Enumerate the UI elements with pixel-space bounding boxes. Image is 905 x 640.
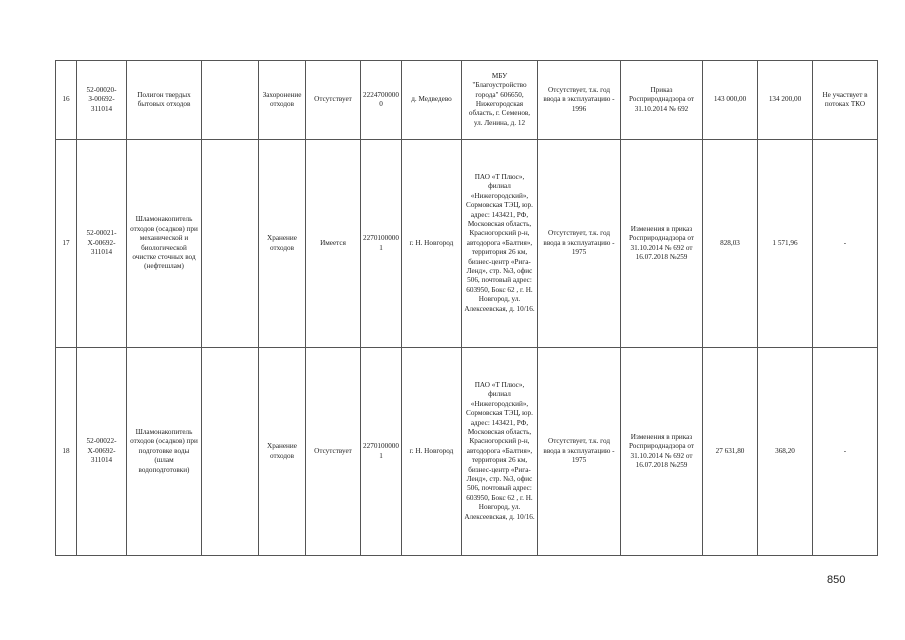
table-row bbox=[56, 140, 878, 348]
registration-order: Изменения в приказ Росприроднадзора от 31.10.2014 № 692 от 16.07.2018 №259 bbox=[621, 140, 703, 348]
oktmo-code: 22701000001 bbox=[361, 348, 402, 556]
facility-location: г. Н. Новгород bbox=[402, 140, 462, 348]
table-row bbox=[56, 61, 878, 140]
commissioning-info: Отсутствует, т.к. год ввода в эксплуатацию - 1996 bbox=[538, 61, 621, 140]
design-capacity: 27 631,80 bbox=[703, 348, 758, 556]
oktmo-code: 22247000000 bbox=[361, 61, 402, 140]
accumulated-volume: 1 571,96 bbox=[758, 140, 813, 348]
row-number: 18 bbox=[56, 348, 77, 556]
row-number: 16 bbox=[56, 61, 77, 140]
registration-order: Изменения в приказ Росприроднадзора от 31.10.2014 № 692 от 16.07.2018 №259 bbox=[621, 348, 703, 556]
facility-purpose: Хранение отходов bbox=[259, 140, 306, 348]
license-status: Отсутствует bbox=[306, 61, 361, 140]
facility-code: 52-00020-З-00692-311014 bbox=[77, 61, 127, 140]
operator-info: ПАО «Т Плюс», филиал «Нижегородский», Сормовская ТЭЦ, юр. адрес: 143421, РФ, Московская область, Красногорский р-н, автодорога «Балтия», территория 26 км, бизнес-центр «Рига-Ленд», стр. №3, офис 506, почтовый адрес: 603950, Бокс 62 , г. Н. Новгород, ул. Алексеевская, д. 10/16. bbox=[462, 140, 538, 348]
operator-info: ПАО «Т Плюс», филиал «Нижегородский», Сормовская ТЭЦ, юр. адрес: 143421, РФ, Московская область, Красногорский р-н, автодорога «Балтия», территория 26 км, бизнес-центр «Рига-Ленд», стр. №3, офис 506, почтовый адрес: 603950, Бокс 62 , г. Н. Новгород, ул. Алексеевская, д. 10/16. bbox=[462, 348, 538, 556]
facility-name: Шламонакопитель отходов (осадков) при механической и биологической очистке сточных вод (нефтешлам) bbox=[127, 140, 202, 348]
empty-cell bbox=[202, 61, 259, 140]
commissioning-info: Отсутствует, т.к. год ввода в эксплуатацию - 1975 bbox=[538, 348, 621, 556]
tko-participation: Не участвует в потоках ТКО bbox=[813, 61, 878, 140]
registration-order: Приказ Росприроднадзора от 31.10.2014 № 692 bbox=[621, 61, 703, 140]
empty-cell bbox=[202, 140, 259, 348]
facility-name: Шламонакопитель отходов (осадков) при подготовке воды (шлам водоподготовки) bbox=[127, 348, 202, 556]
empty-cell bbox=[202, 348, 259, 556]
waste-facilities-table bbox=[55, 60, 878, 556]
accumulated-volume: 368,20 bbox=[758, 348, 813, 556]
accumulated-volume: 134 200,00 bbox=[758, 61, 813, 140]
page-number: 850 bbox=[827, 574, 846, 586]
facility-location: д. Медведево bbox=[402, 61, 462, 140]
tko-participation: - bbox=[813, 140, 878, 348]
facility-purpose: Хранение отходов bbox=[259, 348, 306, 556]
row-number: 17 bbox=[56, 140, 77, 348]
operator-info: МБУ "Благоустройство города" 606650, Нижегородская область, г. Семенов, ул. Ленина, д. 12 bbox=[462, 61, 538, 140]
tko-participation: - bbox=[813, 348, 878, 556]
facility-name: Полигон твердых бытовых отходов bbox=[127, 61, 202, 140]
table-row bbox=[56, 348, 878, 556]
design-capacity: 143 000,00 bbox=[703, 61, 758, 140]
commissioning-info: Отсутствует, т.к. год ввода в эксплуатацию - 1975 bbox=[538, 140, 621, 348]
facility-code: 52-00022-Х-00692-311014 bbox=[77, 348, 127, 556]
facility-location: г. Н. Новгород bbox=[402, 348, 462, 556]
license-status: Отсутствует bbox=[306, 348, 361, 556]
design-capacity: 828,03 bbox=[703, 140, 758, 348]
facility-purpose: Захоронение отходов bbox=[259, 61, 306, 140]
oktmo-code: 22701000001 bbox=[361, 140, 402, 348]
facility-code: 52-00021-Х-00692-311014 bbox=[77, 140, 127, 348]
license-status: Имеется bbox=[306, 140, 361, 348]
